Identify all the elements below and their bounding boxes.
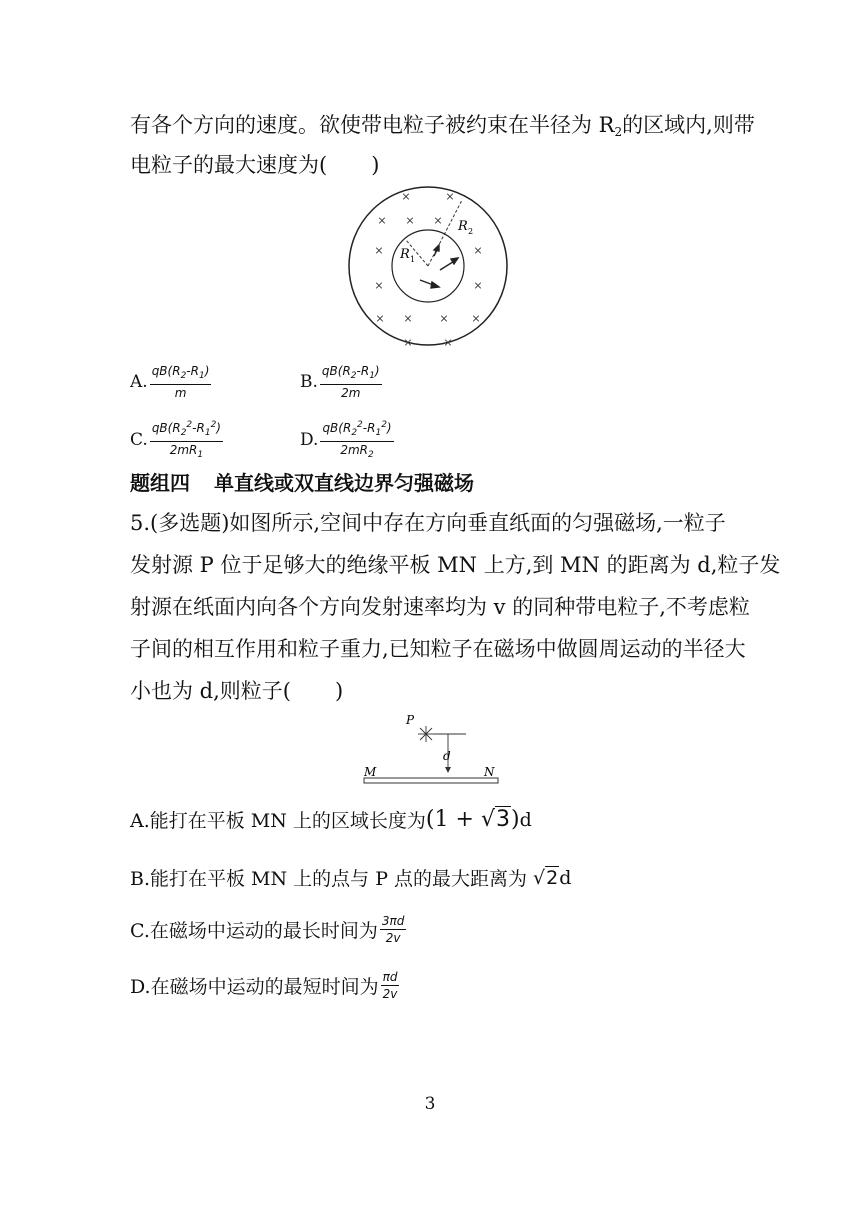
option-a-fraction: $\frac{qB(R_2-R_1)}{m}$ xyxy=(151,364,210,400)
cross-mark: × xyxy=(433,214,443,227)
option-c-fraction: $\frac{qB(R_2^2-R_1^2)}{2mR_1}$ xyxy=(151,420,221,460)
d-label: d xyxy=(443,749,451,763)
q4-line-2: 电粒子的最大速度为( ) xyxy=(130,153,380,177)
cross-mark: × xyxy=(374,244,384,257)
cross-mark: × xyxy=(374,279,384,292)
cross-mark: × xyxy=(401,190,411,203)
cross-mark: × xyxy=(375,312,385,325)
q5-line-1: 5.(多选题)如图所示,空间中存在方向垂直纸面的匀强磁场,一粒子 xyxy=(130,511,726,535)
cross-mark: × xyxy=(473,279,483,292)
q5-line-2: 发射源 P 位于足够大的绝缘平板 MN 上方,到 MN 的距离为 d,粒子发 xyxy=(130,553,781,577)
cross-mark: × xyxy=(439,312,449,325)
q5-option-c[interactable]: C.在磁场中运动的最长时间为 $\frac{3\pi d}{2v}$ xyxy=(130,914,405,945)
r2-label: R xyxy=(458,219,468,234)
cross-mark: × xyxy=(403,336,413,349)
q5-option-a[interactable]: A.能打在平板 MN 上的区域长度为 (1 + √3) d xyxy=(130,807,532,832)
option-d-fraction: $\frac{qB(R_2^2-R_1^2)}{2mR_2}$ xyxy=(322,420,392,460)
q5-line-5: 小也为 d,则粒子( ) xyxy=(130,679,344,703)
q4-line-1: 有各个方向的速度。欲使带电粒子被约束在半径为 $R_2$的区域内,则带 xyxy=(130,113,755,139)
q4-option-c[interactable]: C. $\frac{qB(R_2^2-R_1^2)}{2mR_1}$ xyxy=(130,420,221,460)
q5-plate-figure xyxy=(362,712,502,790)
q5-option-b[interactable]: B.能打在平板 MN 上的点与 P 点的最大距离为 √2 d xyxy=(130,866,572,890)
q5-line-4: 子间的相互作用和粒子重力,已知粒子在磁场中做圆周运动的半径大 xyxy=(130,637,746,661)
m-label: M xyxy=(364,765,377,779)
cross-mark: × xyxy=(471,312,481,325)
r1-label: R xyxy=(400,247,410,262)
r1-sub: 1 xyxy=(410,255,416,264)
q4-concentric-field-figure xyxy=(344,182,512,352)
option-b-fraction: $\frac{qB(R_2-R_1)}{2m}$ xyxy=(321,364,380,400)
q5-option-d[interactable]: D.在磁场中运动的最短时间为 $\frac{\pi d}{2v}$ xyxy=(130,970,398,1001)
q5-line-3: 射源在纸面内向各个方向发射速率均为 v 的同种带电粒子,不考虑粒 xyxy=(130,595,750,619)
cross-mark: × xyxy=(403,312,413,325)
option-c-fraction: $\frac{3\pi d}{2v}$ xyxy=(381,914,405,945)
q4-option-d[interactable]: D. $\frac{qB(R_2^2-R_1^2)}{2mR_2}$ xyxy=(300,420,392,460)
cross-mark: × xyxy=(377,214,387,227)
cross-mark: × xyxy=(405,214,415,227)
page-number: 3 xyxy=(424,1094,436,1114)
q4-option-a[interactable]: A. $\frac{qB(R_2-R_1)}{m}$ xyxy=(130,364,210,400)
p-label: P xyxy=(406,713,415,727)
r2-sub: 2 xyxy=(468,227,474,236)
cross-mark: × xyxy=(445,190,455,203)
section-heading: 题组四 单直线或双直线边界匀强磁场 xyxy=(130,471,474,495)
n-label: N xyxy=(484,765,495,779)
q4-option-b[interactable]: B. $\frac{qB(R_2-R_1)}{2m}$ xyxy=(300,364,380,400)
cross-mark: × xyxy=(473,244,483,257)
option-d-fraction: $\frac{\pi d}{2v}$ xyxy=(382,970,398,1001)
cross-mark: × xyxy=(443,336,453,349)
